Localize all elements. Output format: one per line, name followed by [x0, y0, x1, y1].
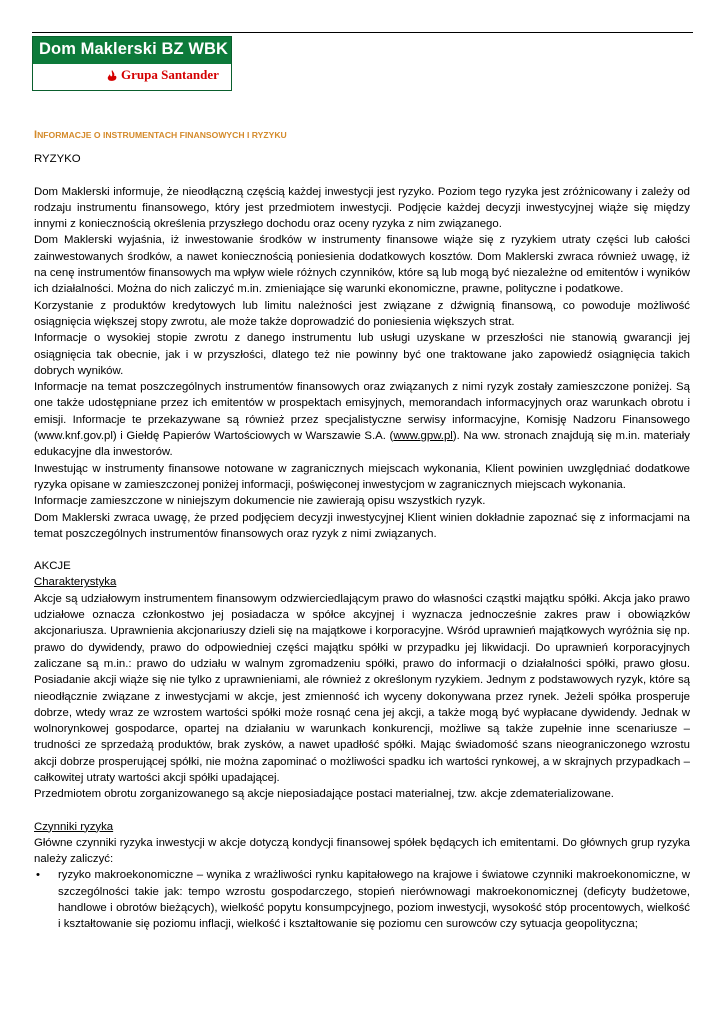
top-rule — [32, 32, 693, 33]
company-logo — [32, 36, 232, 91]
paragraph: Informacje o wysokiej stopie zwrotu z danego instrumentu lub usługi uzyskane w przeszłości nie stanowią gwarancji jej osiągnięcia tak obecnie, jak i w przyszłości, dlatego też nie powinny być one traktowane jako zapowiedź osiągnięcia takich dobrych wyników. — [34, 332, 690, 377]
paragraph-text: Informacje na temat poszczególnych instrumentów finansowych oraz związanych z nimi ryzyk zostały zamieszczone poniżej. Są one także udostępniane przez ich emitentów w prospektach emisyjnych, memorandach informacyjnych oraz warunkach obrotu i emisji. Informacje te przekazywane są również przez specjalistyczne serwisy informacyjne, Komisję Nadzoru Finansowego (www.knf.gov.pl) i Giełdę Papierów Wartościowych w Warszawie S.A. ( — [34, 381, 690, 443]
paragraph: Inwestując w instrumenty finansowe notowane w zagranicznych miejscach wykonania, Klient powinien uwzględniać dodatkowe ryzyka opisane w zamieszczonej poniżej informacji, poświęconej inwestycjom w zagranicznych miejscach wykonania. — [34, 462, 690, 491]
paragraph: Dom Maklerski wyjaśnia, iż inwestowanie środków w instrumenty finansowe wiąże się z ryzykiem utraty części lub całości zainwestowanych środków, a nawet koniecznością poniesienia dodatkowych kosztów. Dom Maklerski zwraca również uwagę, iż na cenę instrumentów finansowych ma wpływ wiele różnych czynników, które są lub mogą być niezależne od emitentów i wyników ich działalności. Można do nich zaliczyć m.in. zmieniające się warunki ekonomiczne, prawne, polityczne i podatkowe. — [34, 234, 690, 296]
document-title-rest: NFORMACJE O INSTRUMENTACH FINANSOWYCH I RYZYKU — [37, 130, 287, 140]
logo-name: Dom Maklerski BZ WBK — [39, 40, 229, 58]
paragraph: Dom Maklerski zwraca uwagę, że przed podjęciem decyzji inwestycyjnej Klient winien dokładnie zapoznać się z informacjami na temat poszczególnych instrumentów finansowych oraz ryzyk z nimi związanych. — [34, 511, 690, 540]
paragraph: Główne czynniki ryzyka inwestycji w akcje dotyczą kondycji finansowej spółek będących ich emitentami. Do głównych grup ryzyka należy zaliczyć: — [34, 836, 690, 866]
document-title — [34, 127, 690, 143]
paragraph: Przedmiotem obrotu zorganizowanego są akcje nieposiadające postaci materialnej, tzw. akcje zdematerializowane. — [34, 788, 614, 801]
risk-list — [34, 867, 690, 932]
paragraph: Dom Maklerski informuje, że nieodłączną częścią każdej inwestycji jest ryzyko. Poziom tego ryzyka jest zróżnicowany i zależy od rodzaju instrumentu finansowego, który jest przedmiotem inwestycji. Podjęcie każdej decyzji inwestycyjnej wiąże się między innymi z koniecznością określenia przyszłego dochodu oraz oceny ryzyka z nim związanego. — [34, 185, 690, 231]
charakterystyka-subheading: Charakterystyka — [34, 576, 117, 589]
risk-factors-subheading: Czynniki ryzyka — [34, 820, 114, 833]
paragraph: Akcje są udziałowym instrumentem finansowym odzwierciedlającym prawo do własności cząstki majątku spółki. Akcja jako prawo udziałowe oznacza członkostwo jej posiadacza w spółce akcyjnej i wyznacza jednocześnie zakres praw i obowiązków akcjonariusza. Uprawnienia akcjonariuszy dzieli się na majątkowe i korporacyjne. Wśród uprawnień majątkowych wyróżnia się np. prawo do dywidendy, prawo do odpowiedniej części majątku spółki w przypadku jej likwidacji. Do uprawnień korporacyjnych zaliczane są m.in.: prawo do udziału w walnym zgromadzeniu spółki, prawo do informacji o działalności spółki, prawo głosu. Posiadanie akcji wiąże się nie tylko z uprawnieniami, ale również z określonym ryzykiem. Jednym z podstawowych ryzyk, które są nieodłącznie związane z inwestycjami w akcje, jest zmienność ich wyceny dokonywana przez rynek. Jeżeli spółka prosperuje dobrze, wtedy wraz ze wzrostem wartości spółki może rosnąć cena jej akcji, a także mogą być wypłacane dywidendy. Jednak w wolnorynkowej gospodarce, opartej na działaniu w warunkach konkurencji, możliwe są także zupełnie inne scenariusze – trudności ze sprzedażą produktów, brak zysków, a nawet upadłość spółki. Mając świadomość szans nieograniczonego wzrostu akcji dobrze prosperującej spółki, nie można zapominać o możliwości spadku ich wartości rynkowej, a w skrajnych przypadkach – całkowitej utraty wartości akcji spółki upadającej. — [34, 592, 690, 784]
spacer — [34, 168, 690, 184]
gpw-link[interactable]: www.gpw.pl — [393, 430, 453, 443]
ryzyko-heading: RYZYKO — [34, 153, 81, 166]
paragraph-with-link — [34, 379, 690, 460]
list-item: • ryzyko makroekonomiczne – wynika z wrażliwości rynku kapitałowego na krajowe i światowe czynniki makroekonomiczne, w szczególności takie jak: tempo wzrostu gospodarczego, stopień nierównowagi makroekonomicznej (deficyty budżetowe, handlowe i obrotów bieżących), wielkość popytu konsumpcyjnego, poziom inwestycji, wysokość stóp procentowych, wielkość i kształtowanie się poziomu inflacji, wielkość i kształtowanie się poziomu cen surowców czy sytuacja geopolityczna; — [58, 867, 690, 932]
document-title-initial: I — [34, 129, 38, 141]
logo-group-name: Grupa Santander — [121, 67, 219, 82]
document-body — [34, 127, 690, 933]
spacer — [34, 542, 690, 558]
akcje-heading: AKCJE — [34, 560, 71, 573]
santander-flame-icon — [105, 69, 119, 83]
paragraph-text: ). Na ww. stronach znajdują się m.in. materiały edukacyjne dla inwestorów. — [34, 430, 690, 459]
spacer — [34, 803, 690, 819]
paragraph: Informacje zamieszczone w niniejszym dokumencie nie zawierają opisu wszystkich ryzyk. — [34, 495, 486, 508]
paragraph: Korzystanie z produktów kredytowych lub limitu należności jest związane z dźwignią finansową, co powoduje możliwość osiągnięcia większej stopy zwrotu, ale może także doprowadzić do poniesienia większych strat. — [34, 299, 690, 328]
